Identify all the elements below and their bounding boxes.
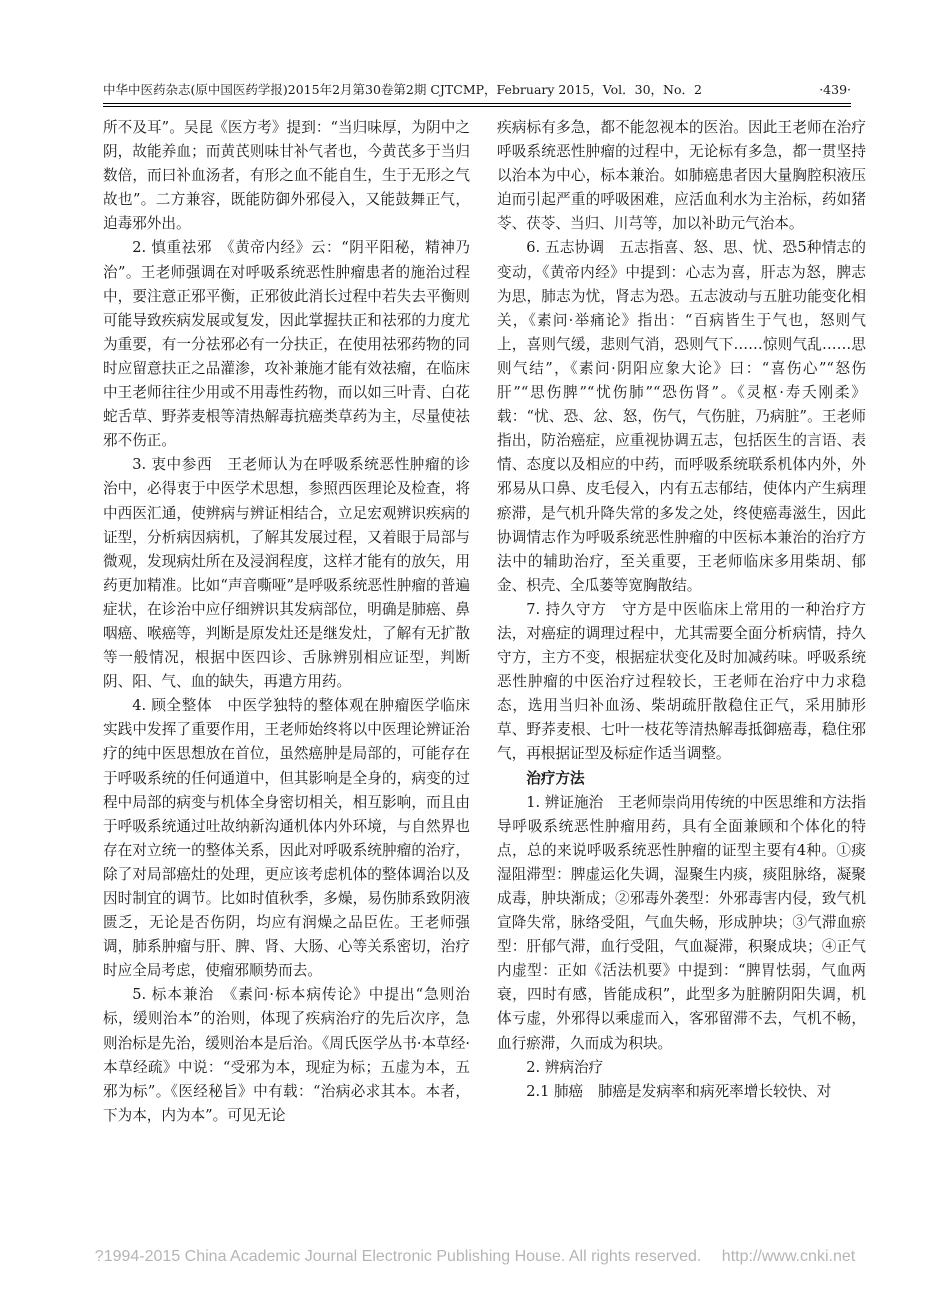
paragraph-persistent-prescription: 7. 持久守方 守方是中医临床上常用的一种治疗方法，对癌症的调理过程中，尤其需要全面分析病情，持久守方，主方不变，根据症状变化及时加减药味。呼吸系统恶性肿瘤的中医治疗过程较长，王老师在治疗中力求稳态，选用当归补血汤、柴胡疏肝散稳住正气，采用肺形草、野荞麦根、七叶一枝花等清热解毒抵御癌毒，稳住邪气，再根据证型及标症作适当调整。	[497, 600, 866, 763]
subheading-disease-treatment: 2. 辨病治疗	[526, 1058, 604, 1076]
paragraph-chinese-western: 3. 衷中参西 王老师认为在呼吸系统恶性肿瘤的诊治中，必得衷于中医学术思想，参照西医理论及检查，将中西医汇通，使辨病与辨证相结合，立足宏观辨识疾病的证型，分析病因病机，了解其发展过程，又着眼于局部与微观，发现病灶所在及浸润程度，这样才能有的放矢，用药更加精准。比如“声音嘶哑”是呼吸系统恶性肿瘤的普遍症状，在诊治中应仔细辨识其发病部位，明确是肺癌、鼻咽癌、喉癌等，判断是原发灶还是继发灶，了解有无扩散等一般情况，根据中医四诊、舌脉辨别相应证型，判断阴、阳、气、血的缺失，再遣方用药。	[103, 456, 470, 691]
journal-citation: 中华中医药杂志(原中国医药学报)2015年2月第30卷第2期 CJTCMP，February 2015，Vol．30，No．2	[103, 82, 702, 97]
paragraph-cautious-expelling: 2. 慎重祛邪 《黄帝内经》云：“阴平阳秘，精神乃治”。王老师强调在对呼吸系统恶性肿瘤患者的施治过程中，要注意正邪平衡，正邪彼此消长过程中若失去平衡则可能导致疾病发展或复发，因此掌握扶正和祛邪的力度尤为重要，有一分祛邪必有一分扶正，在使用祛邪药物的同时应留意扶正之品灌渗，攻补兼施才能有效祛瘤，在临床中王老师往往少用或不用毒性药物，而以如三叶青、白花蛇舌草、野荞麦根等清热解毒抗癌类草药为主，尽量使祛邪不伤正。	[103, 239, 470, 450]
running-header	[103, 80, 851, 100]
paragraph-root-branch: 5. 标本兼治 《素问·标本病传论》中提出“急则治标，缓则治本”的治则，体现了疾病治疗的先后次序，急则治标是先治，缓则治本是后治。《周氏医学丛书·本草经·本草经疏》中说：“受邪为本，现症为标；五虚为本，五邪为标”。《医经秘旨》中有载：“治病必求其本。本者，下为本，内为本”。可见无论	[103, 986, 470, 1124]
paragraph-lung-cancer: 2.1 肺癌 肺癌是发病率和病死率增长较快、对	[526, 1082, 832, 1100]
page-number: ·439·	[819, 82, 851, 97]
left-column	[103, 116, 470, 1128]
section-heading-treatment: 治疗方法	[526, 769, 585, 787]
paragraph-root-branch-cont: 疾病标有多急，都不能忽视本的医治。因此王老师在治疗呼吸系统恶性肿瘤的过程中，无论标有多急，都一贯坚持以治本为中心，标本兼治。如肺癌患者因大量胸腔积液压迫而引起严重的呼吸困难，应活血利水为主治标，药如猪苓、茯苓、当归、川芎等，加以补助元气治本。	[497, 119, 866, 233]
paragraph-five-emotions: 6. 五志协调 五志指喜、怒、思、忧、恐5种情志的变动，《黄帝内经》中提到：心志为喜，肝志为怒，脾志为思，肺志为忧，肾志为恐。五志波动与五脏功能变化相关，《素问·举痛论》指出：“百病皆生于气也，怒则气上，喜则气缓，悲则气消，恐则气下……惊则气乱……思则气结”，《素问·阴阳应象大论》曰：“喜伤心”“怒伤肝”“思伤脾”“忧伤肺”“恐伤肾”。《灵枢·寿夭刚柔》载：“忧、恐、忿、怒，伤气，气伤脏，乃病脏”。王老师指出，防治癌症，应重视协调五志，包括医生的言语、表情、态度以及相应的中药，而呼吸系统联系机体内外，外邪易从口鼻、皮毛侵入，内有五志郁结，使体内产生病理瘀滞，是气机升降失常的多发之处，终使癌毒滋生，因此协调情志作为呼吸系统恶性肿瘤的中医标本兼治的治疗方法中的辅助治疗，至关重要，王老师临床多用柴胡、郁金、枳壳、全瓜蒌等宽胸散结。	[497, 239, 866, 594]
header-rule-secondary	[103, 106, 851, 107]
paragraph-continuation: 所不及耳”。吴昆《医方考》提到：“当归味厚，为阴中之阴，故能养血；而黄芪则味甘补气者也，今黄芪多于当归数倍，而曰补血汤者，有形之血不能自生，生于无形之气故也”。二方兼容，既能防御外邪侵入，又能鼓舞正气，迫毒邪外出。	[103, 119, 470, 233]
right-column	[497, 116, 866, 1104]
header-rule	[103, 103, 851, 104]
paragraph-holistic: 4. 顾全整体 中医学独特的整体观在肿瘤医学临床实践中发挥了重要作用，王老师始终将以中医理论辨证治疗的纯中医思想放在首位，虽然癌肿是局部的，可能存在于呼吸系统的任何通道中，但其影响是全身的，病变的过程中局部的病变与机体全身密切相关，相互影响，而且由于呼吸系统通过吐故纳新沟通机体内外环境，与自然界也存在对立统一的整体关系，因此对呼吸系统肿瘤的治疗，除了对局部癌灶的处理，更应该考虑机体的整体调治以及因时制宜的调节。比如时值秋季，多燥，易伤肺系致阴液匮乏，无论是否伤阴，均应有润燥之品臣佐。王老师强调，肺系肿瘤与肝、脾、肾、大肠、心等关系密切，治疗时应全局考虑，使瘤邪顺势而去。	[103, 697, 470, 980]
copyright-footer: ?1994-2015 China Academic Journal Electronic Publishing House. All rights reserved. http://www.cnki.net	[94, 1248, 856, 1265]
paragraph-syndrome-differentiation: 1. 辨证施治 王老师崇尚用传统的中医思维和方法指导呼吸系统恶性肿瘤用药，具有全面兼顾和个体化的特点，总的来说呼吸系统恶性肿瘤的证型主要有4种。①痰湿阻滞型：脾虚运化失调，湿聚生内痰，痰阻脉络，凝聚成毒，肿块渐成；②邪毒外袭型：外邪毒害内侵，致气机宣降失常，脉络受阻，气血失畅，形成肿块；③气滞血瘀型：肝郁气滞，血行受阻，气血凝滞，积聚成块；④正气内虚型：正如《活法机要》中提到：“脾胃怯弱，气血两衰，四时有感，皆能成积”，此型多为脏腑阴阳失调，机体亏虚，外邪得以乘虚而入，客邪留滞不去，气机不畅，血行瘀滞，久而成为积块。	[497, 793, 866, 1052]
